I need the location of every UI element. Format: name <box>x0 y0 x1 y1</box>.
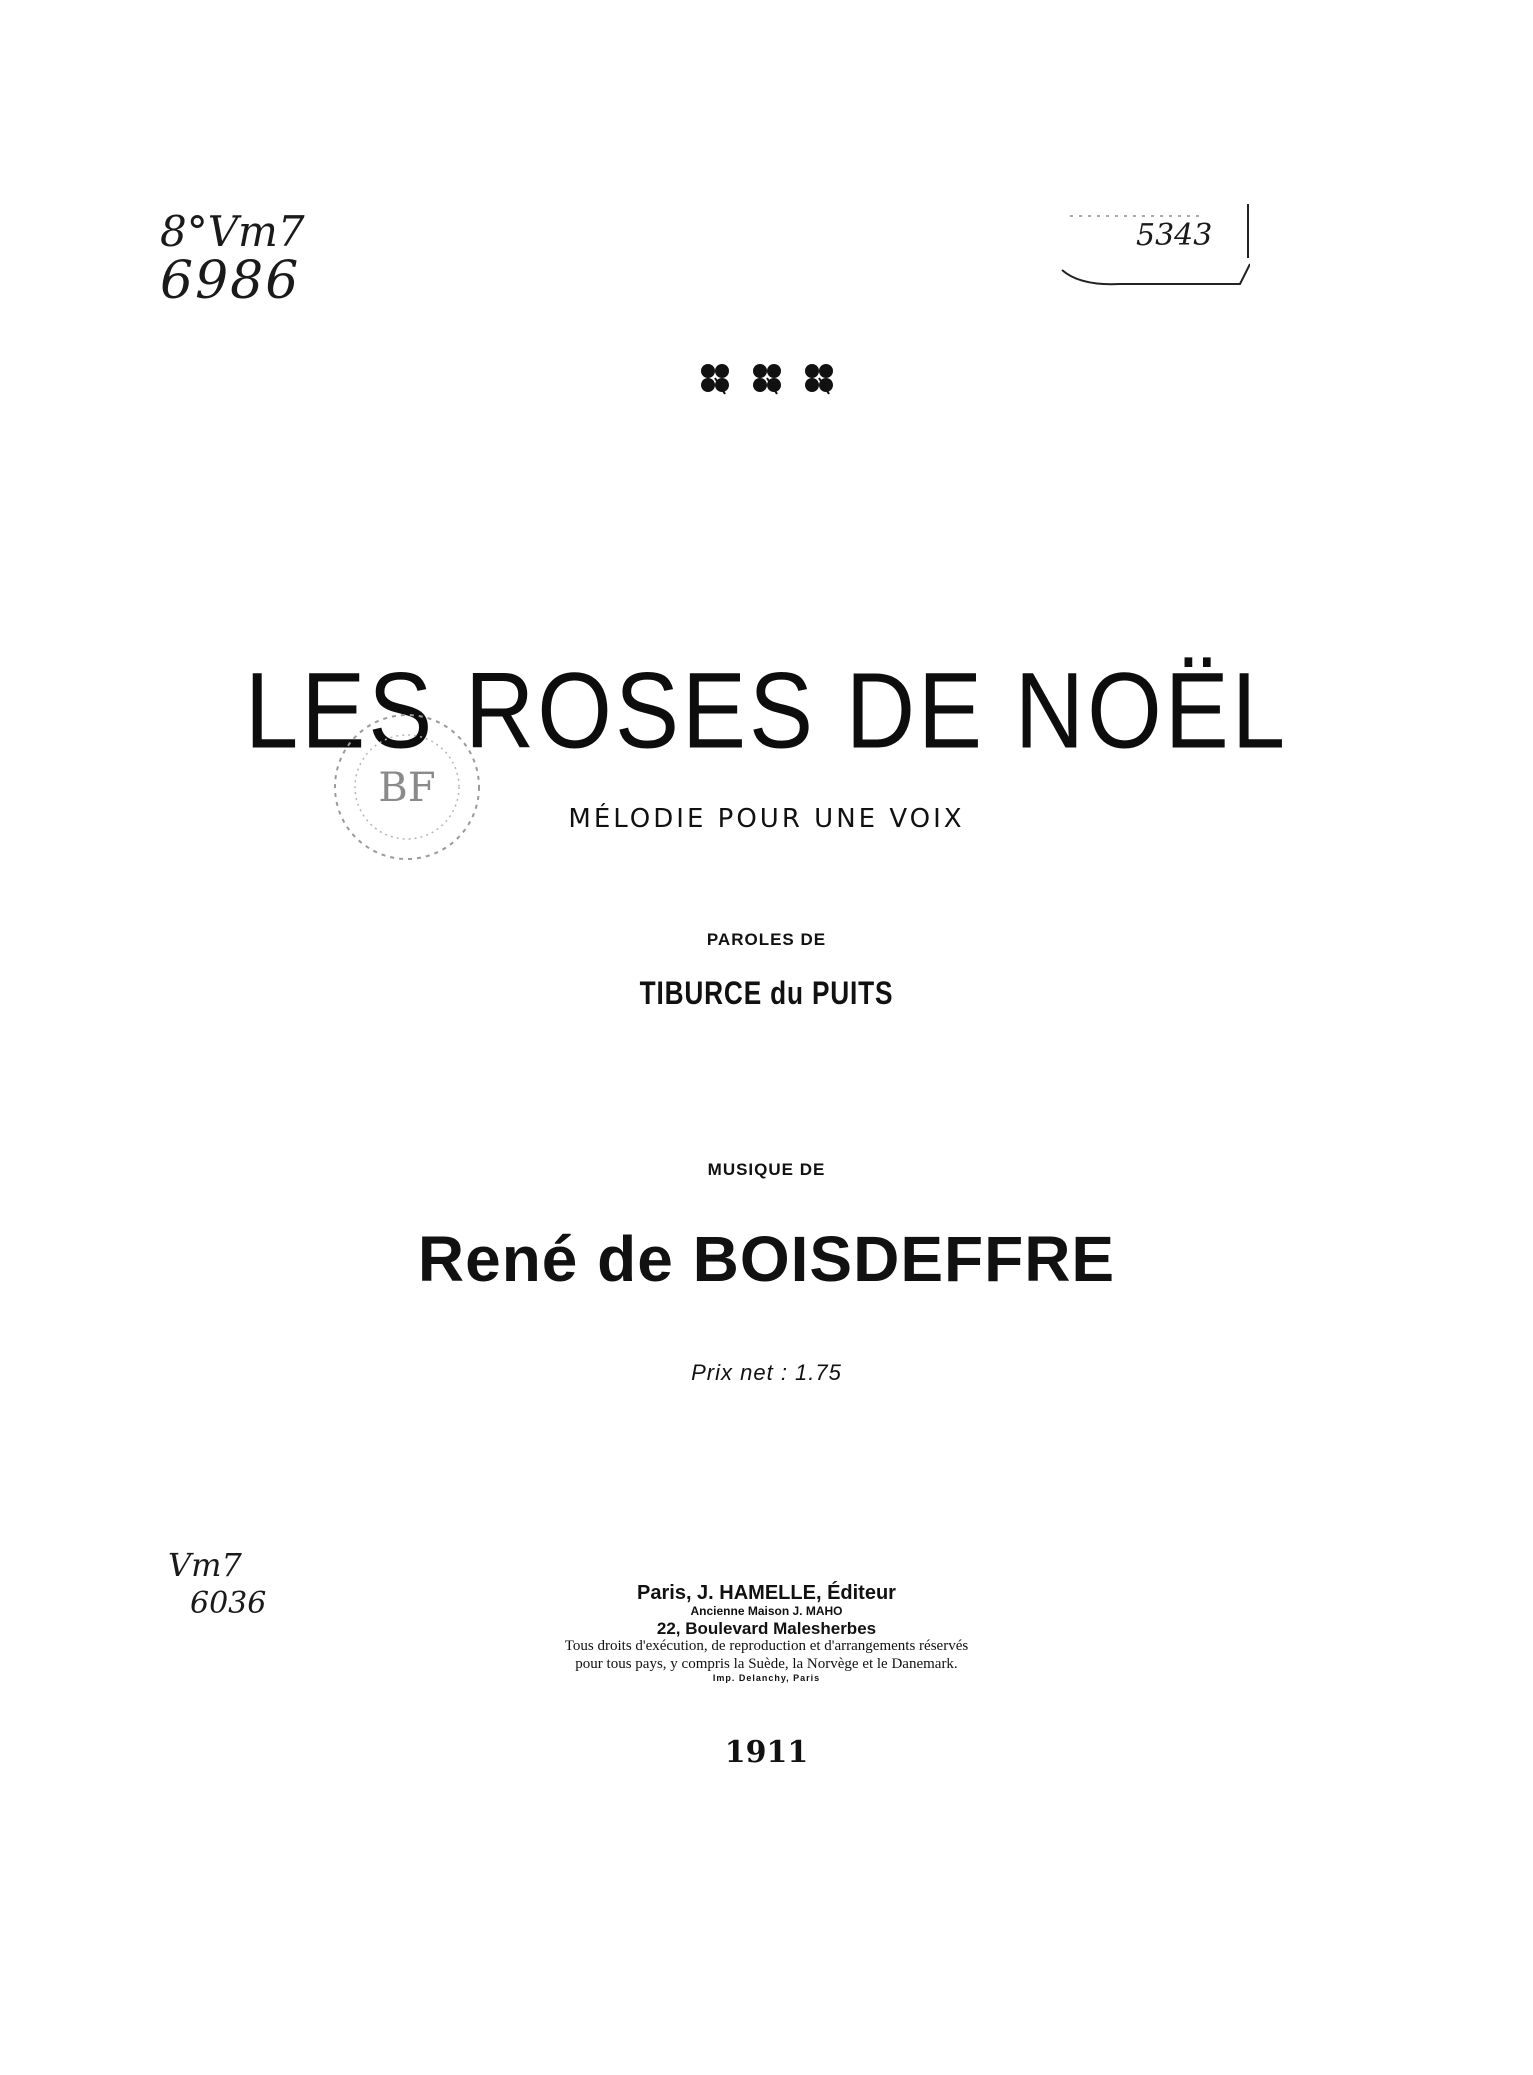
rights-notice-line-1: Tous droits d'exécution, de reproduction et d'arrangements réservés <box>564 1638 969 1655</box>
shelf-mark-line-1: 8°Vm7 <box>160 207 305 256</box>
publisher-former-house: Ancienne Maison J. MAHO <box>690 1604 843 1618</box>
publisher-name: Paris, J. HAMELLE, Éditeur <box>637 1582 896 1604</box>
clover-ornament <box>0 358 1533 406</box>
price: Prix net : 1.75 <box>691 1360 842 1385</box>
printer-credit: Imp. Delanchy, Paris <box>712 1672 821 1683</box>
subtitle: MÉLODIE POUR UNE VOIX <box>568 804 965 834</box>
music-label: MUSIQUE DE <box>707 1160 826 1179</box>
clover-icon <box>697 358 837 398</box>
shelf-mark-top-right <box>1050 196 1250 290</box>
page-title: LES ROSES DE NOËL <box>244 651 1289 771</box>
publication-year: 1911 <box>724 1735 809 1770</box>
composer-name: René de BOISDEFFRE <box>417 1223 1116 1295</box>
library-stamp <box>325 705 490 870</box>
shelf-mark-line-1: Vm7 <box>168 1546 242 1584</box>
stamp-initials: BF <box>378 765 436 811</box>
publisher-address: 22, Boulevard Malesherbes <box>656 1618 877 1638</box>
shelf-mark-number: 5343 <box>1136 218 1213 253</box>
lyrics-label: PAROLES DE <box>706 930 827 949</box>
publisher-block <box>0 1582 1533 1683</box>
shelf-mark-line-2: 6036 <box>190 1586 267 1621</box>
library-stamp-seal-icon <box>325 705 490 870</box>
shelf-mark-line-2: 6986 <box>160 251 301 312</box>
shelf-mark-top-left <box>160 207 320 312</box>
lyricist-name: TIBURCE du PUITS <box>639 975 894 1011</box>
rights-notice-line-2: pour tous pays, y compris la Suède, la Norvège et le Danemark. <box>575 1655 958 1672</box>
